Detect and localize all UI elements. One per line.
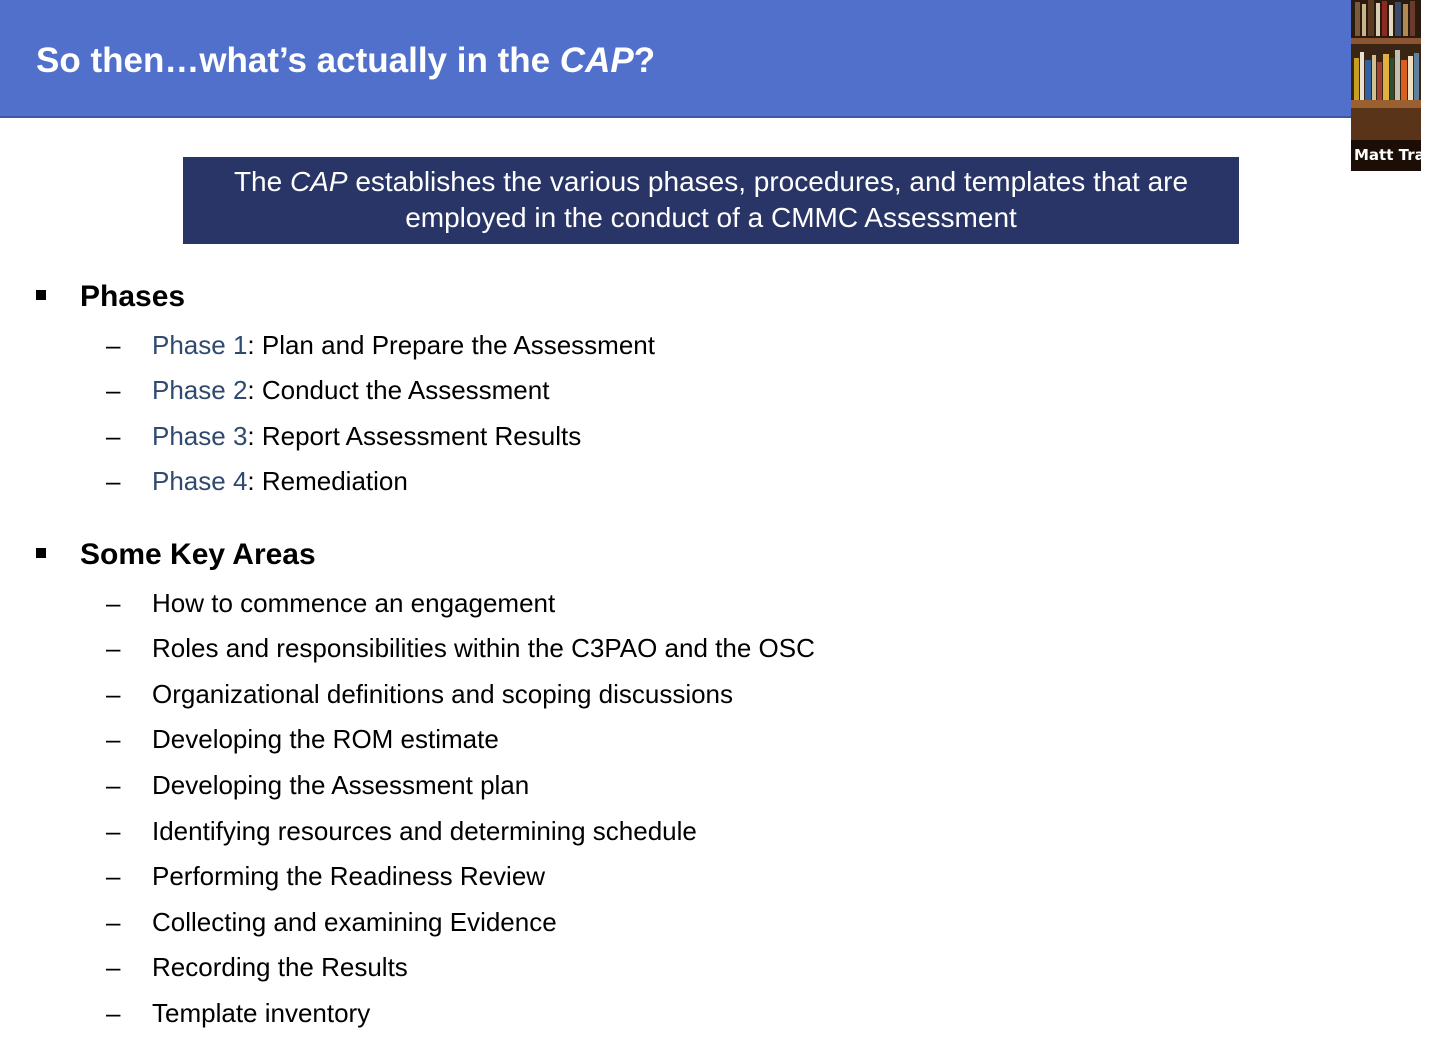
key-area-item: – Roles and responsibilities within the C3PAO and the OSC	[106, 633, 815, 663]
square-bullet-icon	[36, 290, 46, 300]
phase-item: – Phase 4: Remediation	[106, 466, 408, 496]
key-area-item: – Developing the Assessment plan	[106, 770, 530, 800]
key-area-item: – Template inventory	[106, 998, 371, 1028]
dash-bullet-icon: –	[106, 724, 121, 754]
key-area-item: – Performing the Readiness Review	[106, 861, 546, 891]
dash-bullet-icon: –	[106, 907, 121, 937]
dash-bullet-icon: –	[106, 679, 121, 709]
participant-name-label: Matt Tray	[1354, 146, 1434, 164]
key-area-item: – Developing the ROM estimate	[106, 724, 499, 754]
key-area-item: – How to commence an engagement	[106, 588, 556, 618]
dash-bullet-icon: –	[106, 466, 121, 496]
phases-heading: Phases	[36, 279, 185, 315]
key-area-item: – Organizational definitions and scoping discussions	[106, 679, 734, 709]
key-areas-heading: Some Key Areas	[36, 537, 316, 573]
dash-bullet-icon: –	[106, 330, 121, 360]
dash-bullet-icon: –	[106, 588, 121, 618]
slide-title: So then…what’s actually in the CAP?	[36, 41, 656, 80]
dash-bullet-icon: –	[106, 770, 121, 800]
dash-bullet-icon: –	[106, 633, 121, 663]
participant-video-tile[interactable]	[1351, 0, 1434, 171]
dash-bullet-icon: –	[106, 861, 121, 891]
cap-description-callout	[183, 157, 1239, 244]
dash-bullet-icon: –	[106, 375, 121, 405]
key-area-item: – Identifying resources and determining schedule	[106, 816, 697, 846]
title-bar	[0, 0, 1351, 118]
phase-item: – Phase 3: Report Assessment Results	[106, 421, 582, 451]
key-area-item: – Recording the Results	[106, 952, 408, 982]
square-bullet-icon	[36, 548, 46, 558]
phase-item: – Phase 2: Conduct the Assessment	[106, 375, 550, 405]
dash-bullet-icon: –	[106, 952, 121, 982]
phase-item: – Phase 1: Plan and Prepare the Assessment	[106, 330, 655, 360]
dash-bullet-icon: –	[106, 998, 121, 1028]
key-area-item: – Collecting and examining Evidence	[106, 907, 557, 937]
callout-line-2: employed in the conduct of a CMMC Assessment	[405, 202, 1017, 233]
dash-bullet-icon: –	[106, 816, 121, 846]
dash-bullet-icon: –	[106, 421, 121, 451]
callout-line-1: The CAP establishes the various phases, procedures, and templates that are	[233, 166, 1189, 197]
